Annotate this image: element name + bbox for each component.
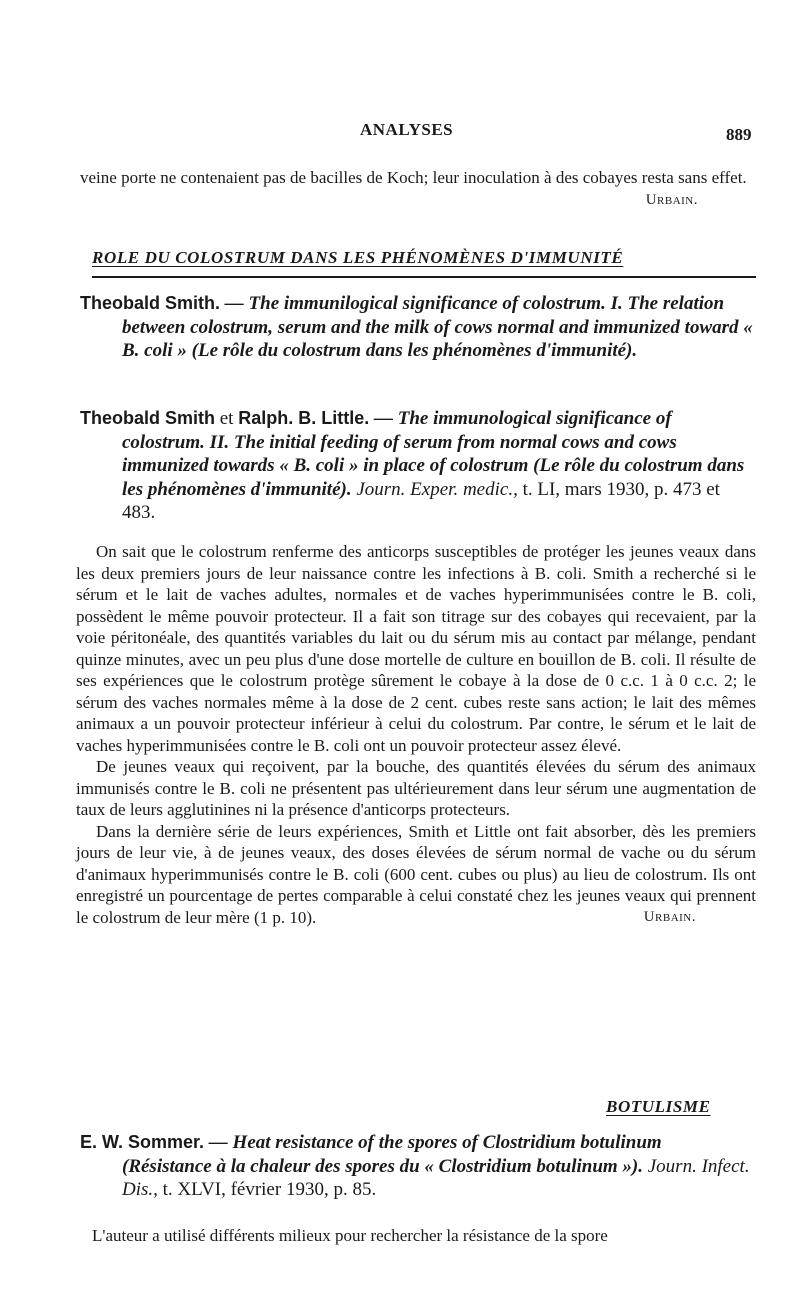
reference-1	[80, 292, 756, 363]
body-paragraph-3	[76, 821, 756, 929]
section-heading-botulisme: BOTULISME	[606, 1097, 711, 1116]
intro-signature: Urbain.	[645, 192, 698, 208]
body-paragraph-2: De jeunes veaux qui reçoivent, par la bouche, des quantités élevées du sérum des animaux immunisés contre le B. coli ne présentent pas ultérieurement dans leur sérum une augmentation de taux de leurs agglutinines ni la présence d'anticorps protecteurs.	[76, 757, 756, 819]
ref1-title: — The immunilogical significance of colostrum. I. The relation between colostrum, serum and the milk of cows normal and immunized toward « B. coli » (Le rôle du colostrum dans les phénomènes d'immunité).	[122, 293, 753, 361]
reference-2	[80, 407, 756, 525]
body-paragraph-3-text: Dans la dernière série de leurs expériences, Smith et Little ont fait absorber, dès les premiers jours de leur vie, à de jeunes veaux, des doses élevées de sérum normal de vache ou du sérum d'animaux hyperimmunisés contre le B. coli (600 cent. cubes ou plus) au lieu de colostrum. Ils ont enregistré un pourcentage de pertes comparable à celui constaté chez les jeunes veaux qui prennent le colostrum de leur mère (1 p. 10).	[76, 821, 756, 927]
abstract-body	[76, 541, 756, 928]
intro-paragraph	[80, 166, 756, 212]
ref2-author-b: Ralph. B. Little.	[238, 408, 370, 428]
ref3-authors: E. W. Sommer.	[80, 1132, 205, 1152]
body-paragraph-1: On sait que le colostrum renferme des anticorps susceptibles de protéger les jeunes veaux dans les deux premiers jours de leur naissance contre les infections à B. coli. Smith a recherché si le sérum et le lait de vaches adultes, normales et de vaches hyperimmunisées contre le B. coli, possèdent le même pouvoir protecteur. Il a fait son titrage sur des cobayes qui recevaient, par la voie péritonéale, des quantités variables du lait ou du sérum mis au contact par mélange, pendant quinze minutes, avec un peu plus d'une dose mortelle de culture en bouillon de B. coli. Il résulte de ses expériences que le colostrum protège sûrement le cobaye à la dose de 0 c.c. 1 à 0 c.c. 2; le sérum des vaches normales même à la dose de 2 cent. cubes reste sans action; le lait des mêmes animaux a un pouvoir protecteur inférieur à celui du colostrum. Par contre, le sérum et le lait de vaches hyperimmunisées contre le B. coli ont un pouvoir protecteur assez élevé.	[76, 542, 756, 755]
body-signature: Urbain.	[643, 908, 696, 925]
ref3-title: — Heat resistance of the spores of Clostridium botulinum (Résistance à la chaleur des spores du « Clostridium botulinum »).	[122, 1132, 662, 1177]
ref2-title: — The immunological significance of colostrum. II. The initial feeding of serum from normal cows and cows immunized towards « B. coli » in place of colostrum (Le rôle du colostrum dans les phénomènes d'immunité).	[122, 408, 745, 500]
final-line: L'auteur a utilisé différents milieux pour rechercher la résistance de la spore	[92, 1226, 608, 1245]
page-number: 889	[726, 125, 752, 144]
intro-text: veine porte ne contenaient pas de bacilles de Koch; leur inoculation à des cobayes resta sans effet.	[80, 168, 747, 187]
ref2-conjunction: et	[219, 408, 234, 429]
ref2-citation: t. LI, mars 1930, p. 473 et 483.	[122, 478, 720, 523]
ref3-journal: Journ. Infect. Dis.,	[122, 1155, 750, 1200]
section-rule	[92, 276, 756, 278]
running-title: ANALYSES	[360, 120, 454, 139]
ref3-citation: t. XLVI, février 1930, p. 85.	[162, 1179, 377, 1200]
ref2-author-a: Theobald Smith	[80, 408, 215, 428]
reference-3	[80, 1131, 756, 1202]
section-heading-colostrum: ROLE DU COLOSTRUM DANS LES PHÉNOMÈNES D'IMMUNITÉ	[92, 248, 624, 267]
ref1-authors: Theobald Smith.	[80, 293, 221, 313]
ref2-journal: Journ. Exper. medic.,	[356, 478, 518, 500]
